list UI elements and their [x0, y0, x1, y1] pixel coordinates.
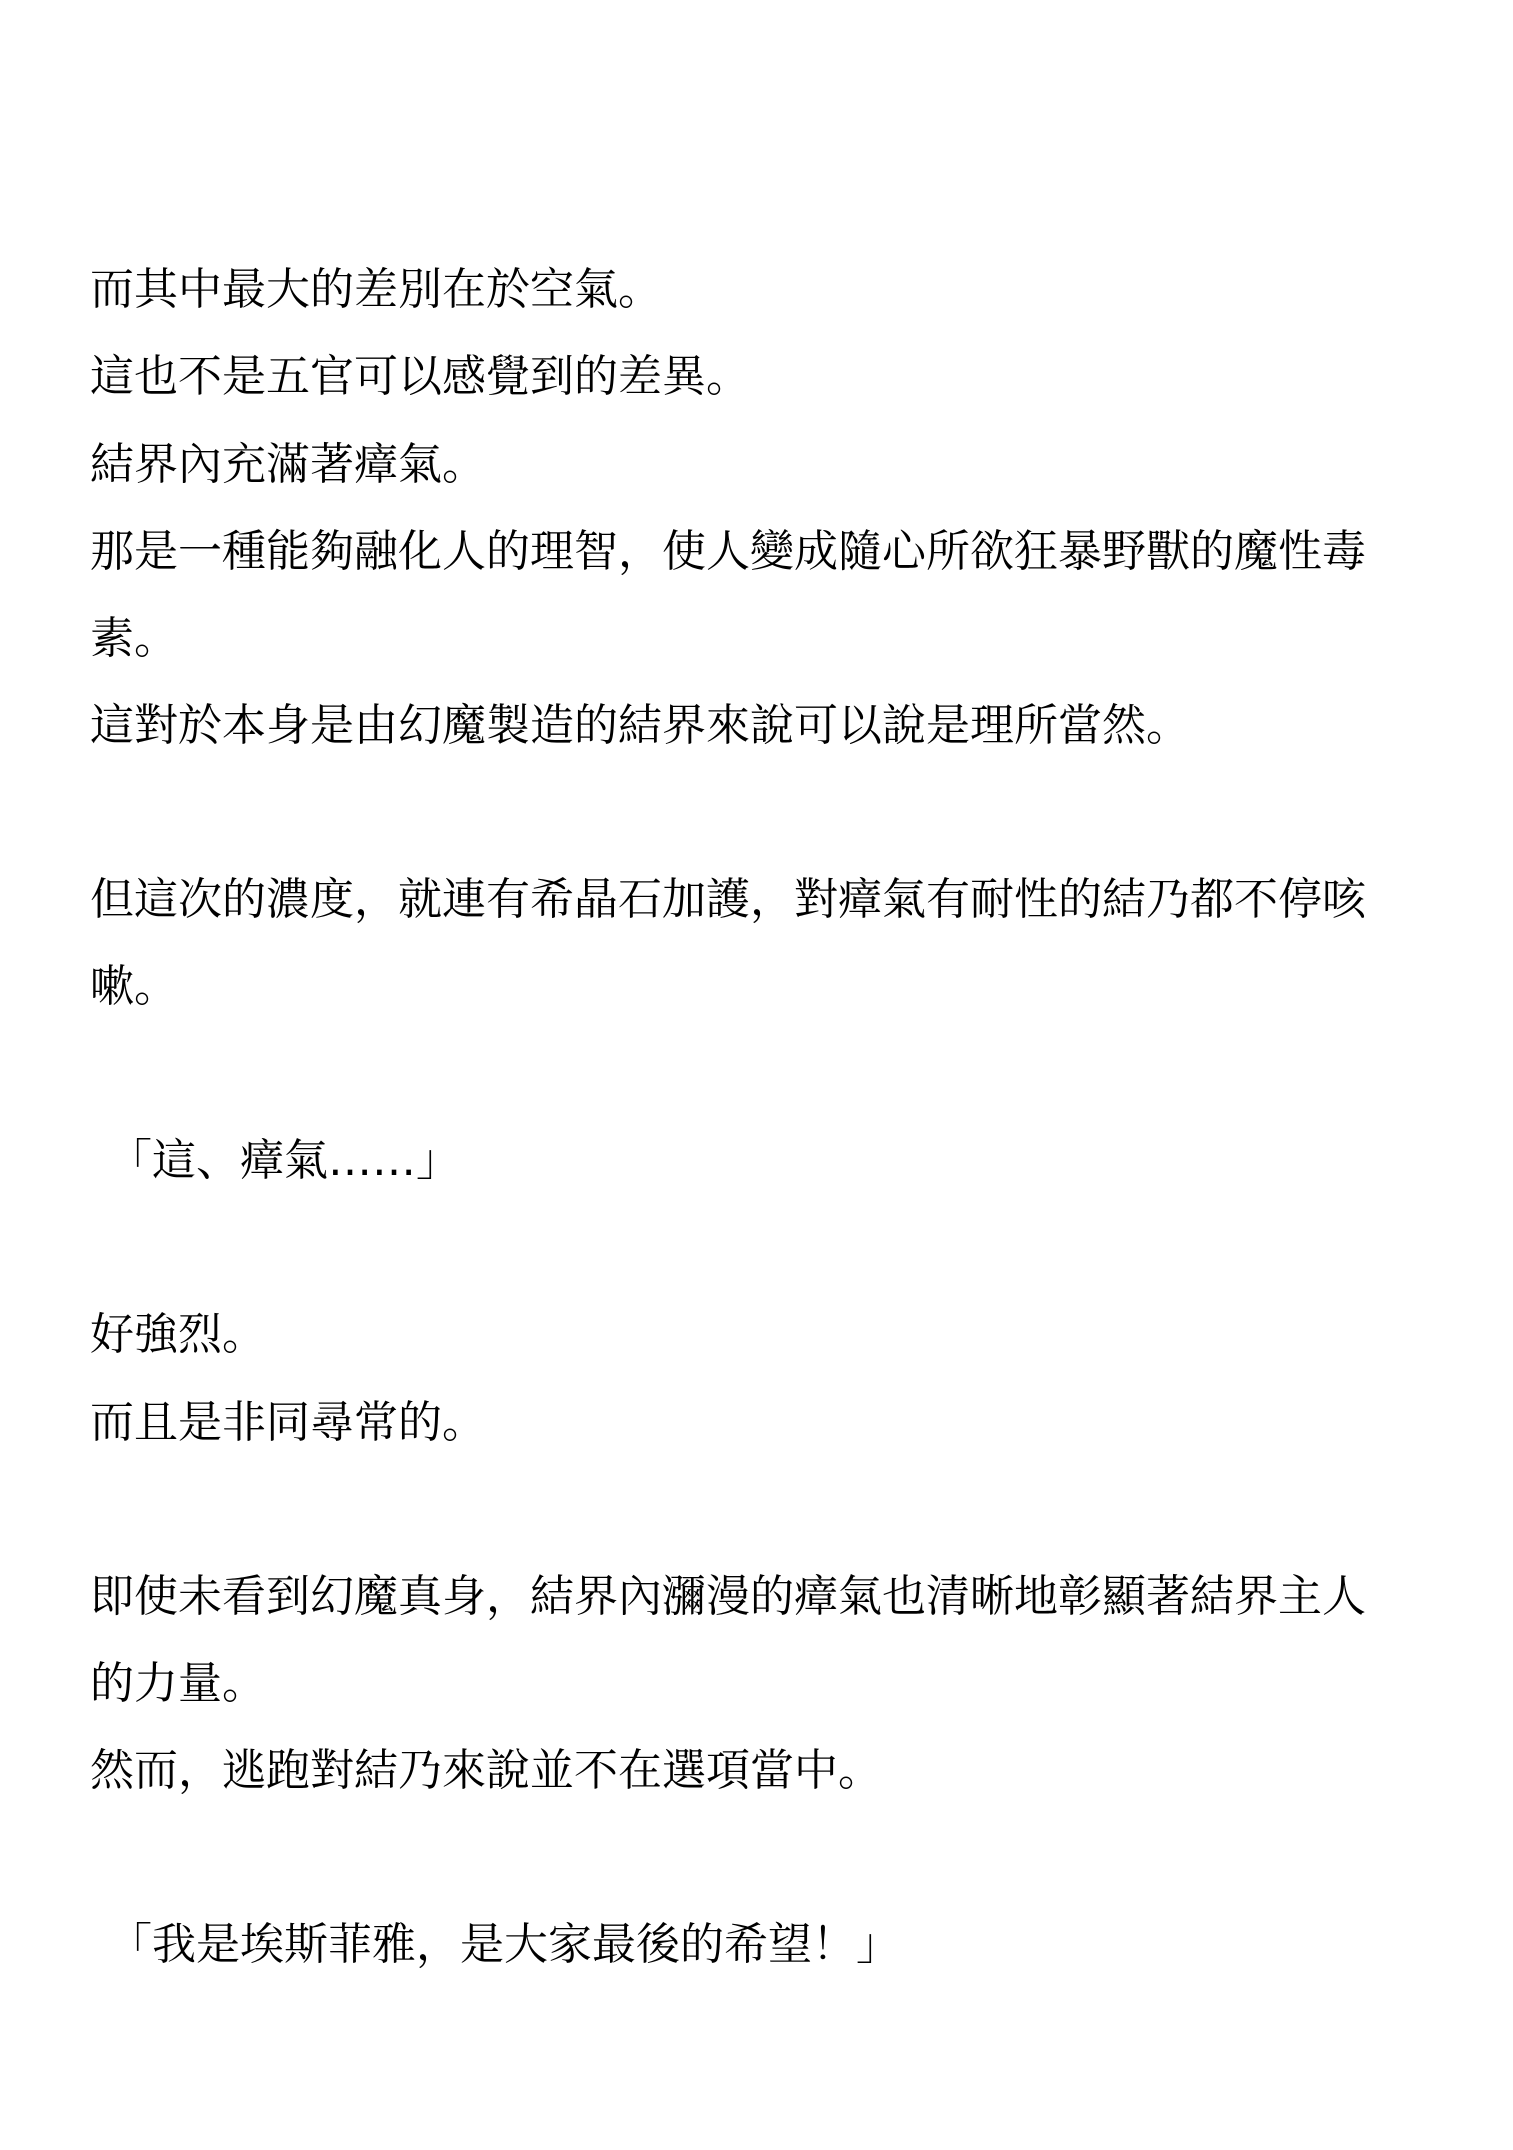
text-line: 結界內充滿著瘴氣。 [90, 439, 486, 490]
text-line: 而且是非同尋常的。 [90, 1397, 486, 1448]
text-line: 這也不是五官可以感覺到的差異。 [90, 351, 750, 402]
text-line: 嗽。 [90, 961, 178, 1012]
text-line: 而其中最大的差別在於空氣。 [90, 264, 662, 315]
text-line: 素。 [90, 613, 178, 664]
text-line: 然而，逃跑對結乃來說並不在選項當中。 [90, 1745, 882, 1796]
text-line: 即使未看到幻魔真身，結界內瀰漫的瘴氣也清晰地彰顯著結界主人 [90, 1571, 1366, 1622]
text-line: 那是一種能夠融化人的理智，使人變成隨心所欲狂暴野獸的魔性毒 [90, 526, 1366, 577]
text-line: 但這次的濃度，就連有希晶石加護，對瘴氣有耐性的結乃都不停咳 [90, 874, 1366, 925]
text-line: 好強烈。 [90, 1309, 266, 1360]
dialogue-line: 「這、瘴氣……」 [108, 1135, 460, 1186]
text-line: 的力量。 [90, 1658, 266, 1709]
text-line: 這對於本身是由幻魔製造的結界來說可以說是理所當然。 [90, 700, 1190, 751]
dialogue-line: 「我是埃斯菲雅，是大家最後的希望！」 [108, 1919, 900, 1970]
